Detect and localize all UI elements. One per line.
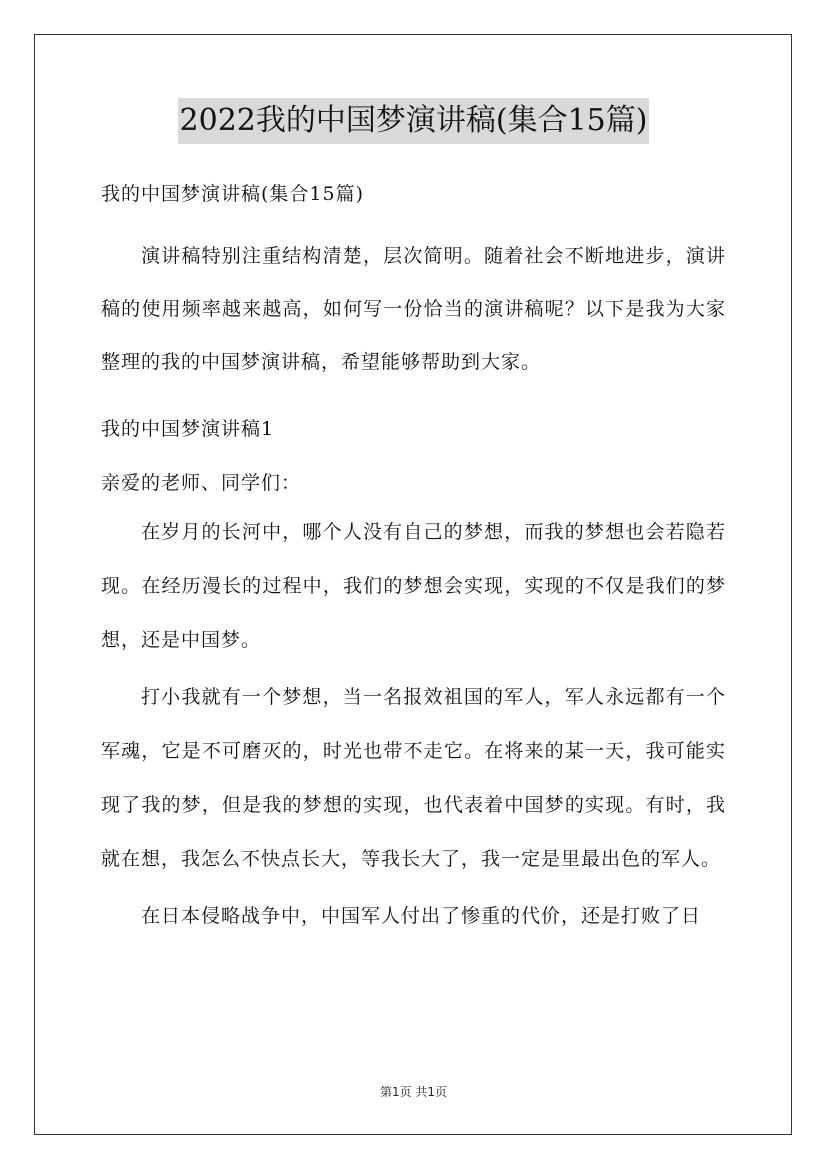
section-heading: 我的中国梦演讲稿1: [101, 418, 275, 440]
intro-paragraph: 演讲稿特别注重结构清楚，层次简明。随着社会不断地进步，演讲稿的使用频率越来越高，如何写一份恰当的演讲稿呢？以下是我为大家整理的我的中国梦演讲稿，希望能够帮助到大家。: [101, 245, 726, 373]
document-title: 2022我的中国梦演讲稿(集合15篇): [178, 98, 650, 144]
document-subtitle: 我的中国梦演讲稿(集合15篇): [101, 183, 365, 205]
greeting-line: 亲爱的老师、同学们：: [101, 472, 302, 494]
body-paragraph-2: 打小我就有一个梦想，当一名报效祖国的军人，军人永远都有一个军魂，它是不可磨灭的，时光也带不走它。在将来的某一天，我可能实现了我的梦，但是我的梦想的实现，也代表着中国梦的实现。有时，我就在想，我怎么不快点长大，等我长大了，我一定是里最出色的军人。: [101, 686, 726, 870]
body-paragraph-1: 在岁月的长河中，哪个人没有自己的梦想，而我的梦想也会若隐若现。在经历漫长的过程中，我们的梦想会实现，实现的不仅是我们的梦想，还是中国梦。: [101, 521, 726, 651]
page-footer: 第1页 共1页: [379, 1085, 448, 1099]
title-container: [0, 98, 827, 144]
document-body: [101, 174, 726, 946]
body-paragraph-3: 在日本侵略战争中，中国军人付出了惨重的代价，还是打败了日: [141, 905, 702, 927]
